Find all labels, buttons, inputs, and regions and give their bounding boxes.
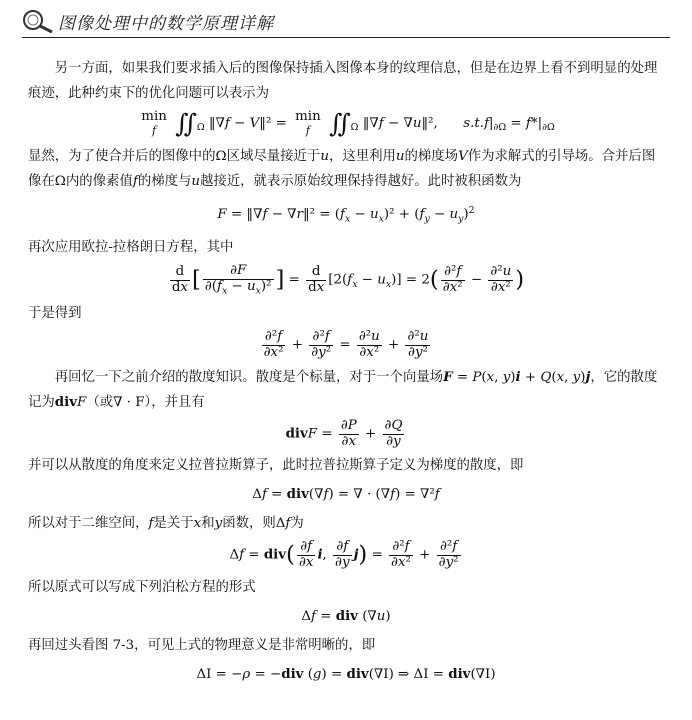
paragraph-4: 于是得到	[28, 306, 82, 322]
paragraph-5: 再回忆一下之前介绍的散度知识。散度是个标量，对于一个向量场F = P(x, y)i + Q(x, y)j，它的散度记为divF（或∇ · F），并且有	[28, 368, 658, 410]
equation-6: Δf = div(∇f) = ∇ · (∇f) = ∇²f	[252, 486, 440, 503]
equation-2: F = ‖∇f − ∇r‖² = $(f_x - u_x)^2 + (f_y - u_y)^2$	[217, 205, 475, 225]
paragraph-7: 所以对于二维空间，f是关于x和y函数，则Δf为	[28, 516, 304, 532]
equation-1: min f $∬_\Omega$ ‖∇f − V‖² = min f $∬_\Omega$ ‖∇f − ∇u‖², $s.t.f|_{\partial\Omega} = f*|_{\partial\Omega}$	[141, 108, 555, 139]
equation-4: $\frac{\text{∂²f}}{\text{∂x²}}$ + $\frac{\text{∂²f}}{\text{∂y²}}$ = $\frac{\text{∂²u}}{\text{∂x²}}$ + $\frac{\text{∂²u}}{\text{∂y²}}$	[263, 329, 429, 361]
magnifier-logo-icon	[18, 8, 58, 34]
paragraph-3: 再次应用欧拉-拉格朗日方程，其中	[28, 240, 234, 256]
equation-3: $\frac{d}{dx}$ [ $\frac{\partial F}{\partial(f_x - u_x)^2}$ ] = $\frac{d}{dx}$ $[2(f_x - u_x)] = 2$( $\frac{\text{∂²f}}{\text{∂x²}}$ − $\frac{\text{∂²u}}{\text{∂x²}}$ )	[171, 263, 525, 297]
paragraph-8: 所以原式可以写成下列泊松方程的形式	[28, 579, 256, 595]
header-rule	[22, 37, 670, 38]
equation-9: ΔI = −ρ = −div (g) = div(∇I) ⇒ ΔI = div(∇I)	[196, 665, 496, 682]
page-header	[0, 0, 692, 40]
equation-8: Δf = div (∇u)	[301, 607, 391, 624]
paragraph-2: 显然，为了使合并后的图像中的Ω区域尽量接近于u，这里利用u的梯度场V作为求解式的引导场。合并后图像在Ω内的像素值f的梯度与u越接近，就表示原始纹理保持得越好。此时被积函数为	[28, 149, 656, 190]
paragraph-6: 并可以从散度的角度来定义拉普拉斯算子，此时拉普拉斯算子定义为梯度的散度，即	[28, 458, 524, 474]
equation-5: divF = $\frac{\partial P}{\partial x}$ + $\frac{\partial Q}{\partial y}$	[285, 417, 403, 449]
book-title: 图像处理中的数学原理详解	[58, 14, 274, 34]
equation-7: Δf = div( $\frac{\partial f}{\partial x}$ i, $\frac{\partial f}{\partial y}$ j) = $\frac{\text{∂²f}}{\text{∂x²}}$ + $\frac{\text{∂²f}}{\text{∂y²}}$	[229, 539, 459, 571]
paragraph-9: 再回过头看图 7-3，可见上式的物理意义是非常明晰的，即	[28, 637, 376, 653]
page-body	[28, 56, 664, 691]
paragraph-1: 另一方面，如果我们要求插入后的图像保持插入图像本身的纹理信息，但是在边界上看不到明显的处理痕迹，此种约束下的优化问题可以表示为	[28, 61, 658, 101]
